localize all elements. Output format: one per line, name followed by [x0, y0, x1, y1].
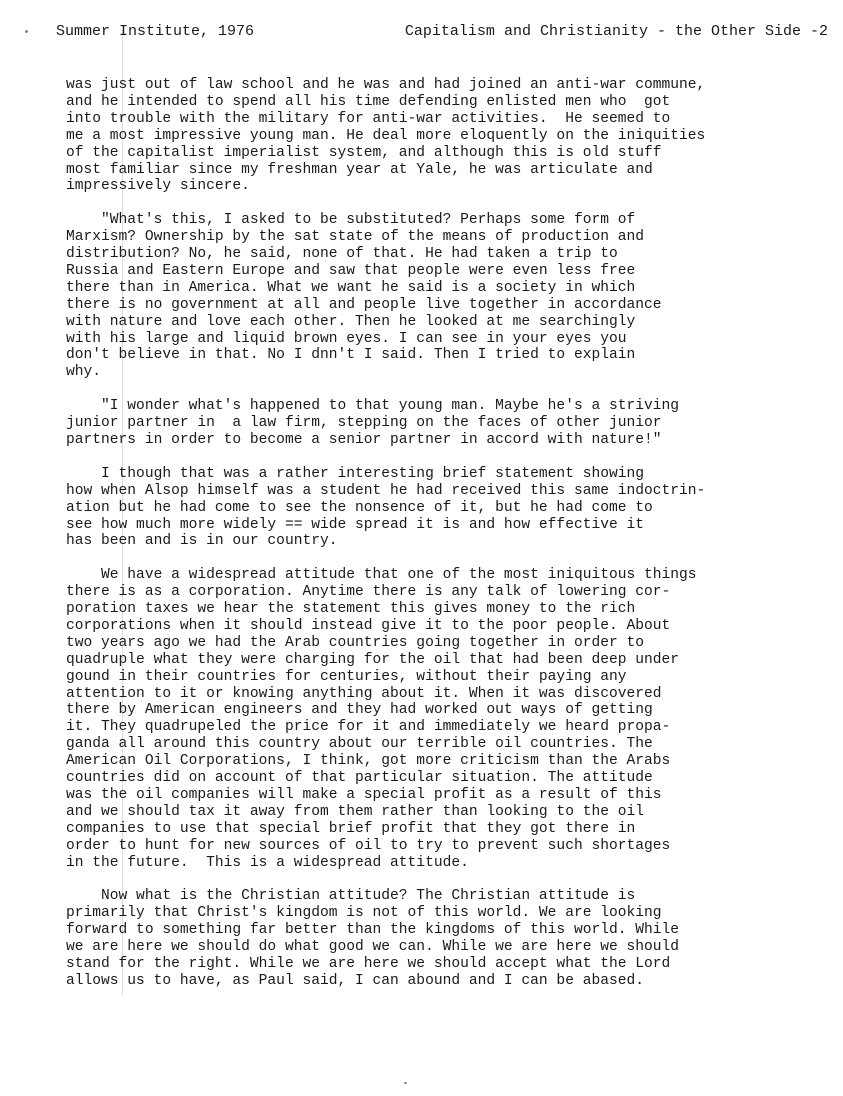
text-line: me a most impressive young man. He deal more eloquently on the iniquities [66, 127, 706, 144]
text-line: and we should tax it away from them rather than looking to the oil [66, 803, 645, 820]
text-line: was the oil companies will make a special profit as a result of this [66, 787, 662, 803]
text-line: order to hunt for new sources of oil to try to prevent such shortages [66, 837, 671, 854]
text-line: there is no government at all and people live together in accordance [66, 296, 662, 313]
text-line: we are here we should do what good we can. While we are here we should [66, 939, 680, 956]
text-line: has been and is in our country. [66, 533, 338, 550]
text-line: there by American engineers and they had worked out ways of getting [66, 702, 653, 719]
text-line: partners in order to become a senior partner in accord with nature!" [66, 432, 662, 448]
text-line: in the future. This is a widespread attitude. [66, 854, 469, 871]
paragraph [66, 77, 806, 195]
paragraph [66, 888, 806, 989]
text-line: of the capitalist imperialist system, and although this is old stuff [66, 144, 662, 161]
text-line: corporations when it should instead give it to the poor people. About [66, 617, 671, 634]
header-left: Summer Institute, 1976 [56, 23, 255, 40]
text-line: We have a widespread attitude that one of the most iniquitous things [66, 567, 697, 584]
paragraph [66, 398, 806, 449]
text-line: Marxism? Ownership by the sat state of the means of production and [66, 229, 645, 246]
text-line: companies to use that special brief profit that they got there in [66, 820, 636, 837]
text-line: don't believe in that. No I dnn't I said. Then I tried to explain [66, 347, 636, 364]
text-line: with nature and love each other. Then he looked at me searchingly [66, 313, 636, 330]
text-line: countries did on account of that particular situation. The attitude [66, 770, 653, 787]
text-line: gound in their countries for centuries, without their paying any [66, 668, 627, 685]
text-line: and he intended to spend all his time defending enlisted men who got [66, 93, 671, 110]
text-line: forward to something far better than the kingdoms of this world. While [66, 922, 680, 939]
text-line: was just out of law school and he was and had joined an anti-war commune, [66, 77, 706, 93]
text-line: junior partner in a law firm, stepping on the faces of other junior [66, 415, 662, 432]
text-line: ation but he had come to see the nonsence of it, but he had come to [66, 499, 653, 516]
text-line: why. [66, 364, 102, 381]
text-line: most familiar since my freshman year at Yale, he was articulate and [66, 161, 653, 178]
paragraph [66, 567, 806, 871]
text-line: Now what is the Christian attitude? The Christian attitude is [66, 888, 636, 905]
text-line: how when Alsop himself was a student he had received this same indoctrin- [66, 482, 706, 499]
text-line: "I wonder what's happened to that young man. Maybe he's a striving [66, 398, 680, 415]
header-right: Capitalism and Christianity - the Other Side -2 [404, 23, 828, 40]
text-line: Russia and Eastern Europe and saw that people were even less free [66, 262, 636, 279]
text-line: primarily that Christ's kingdom is not of this world. We are looking [66, 905, 662, 922]
text-line: "What's this, I asked to be substituted? Perhaps some form of [66, 212, 636, 229]
text-line: there is as a corporation. Anytime there is any talk of lowering cor- [66, 584, 671, 601]
text-line: see how much more widely == wide spread it is and how effective it [66, 516, 645, 533]
text-line: allows us to have, as Paul said, I can abound and I can be abased. [66, 972, 645, 989]
text-line: distribution? No, he said, none of that. He had taken a trip to [66, 246, 618, 263]
paragraph [66, 466, 806, 551]
speck [404, 1082, 407, 1084]
text-line: American Oil Corporations, I think, got more criticism than the Arabs [66, 753, 671, 770]
text-line: it. They quadrupeled the price for it and immediately we heard propa- [66, 719, 671, 736]
text-line: poration taxes we hear the statement this gives money to the rich [66, 601, 636, 618]
text-line: I though that was a rather interesting brief statement showing [66, 465, 645, 482]
text-line: impressively sincere. [66, 178, 250, 195]
paragraph [66, 212, 806, 381]
text-line: with his large and liquid brown eyes. I can see in your eyes you [66, 330, 627, 347]
text-line: ganda all around this country about our terrible oil countries. The [66, 736, 653, 753]
speck [25, 30, 28, 33]
text-line: there than in America. What we want he said is a society in which [66, 279, 636, 296]
text-line: attention to it or knowing anything about it. When it was discovered [66, 685, 662, 702]
text-line: stand for the right. While we are here we should accept what the Lord [66, 956, 671, 973]
text-line: two years ago we had the Arab countries going together in order to [66, 634, 645, 651]
text-line: quadruple what they were charging for the oil that had been deep under [66, 651, 680, 668]
body-text [66, 77, 806, 1007]
text-line: into trouble with the military for anti-war activities. He seemed to [66, 110, 671, 127]
